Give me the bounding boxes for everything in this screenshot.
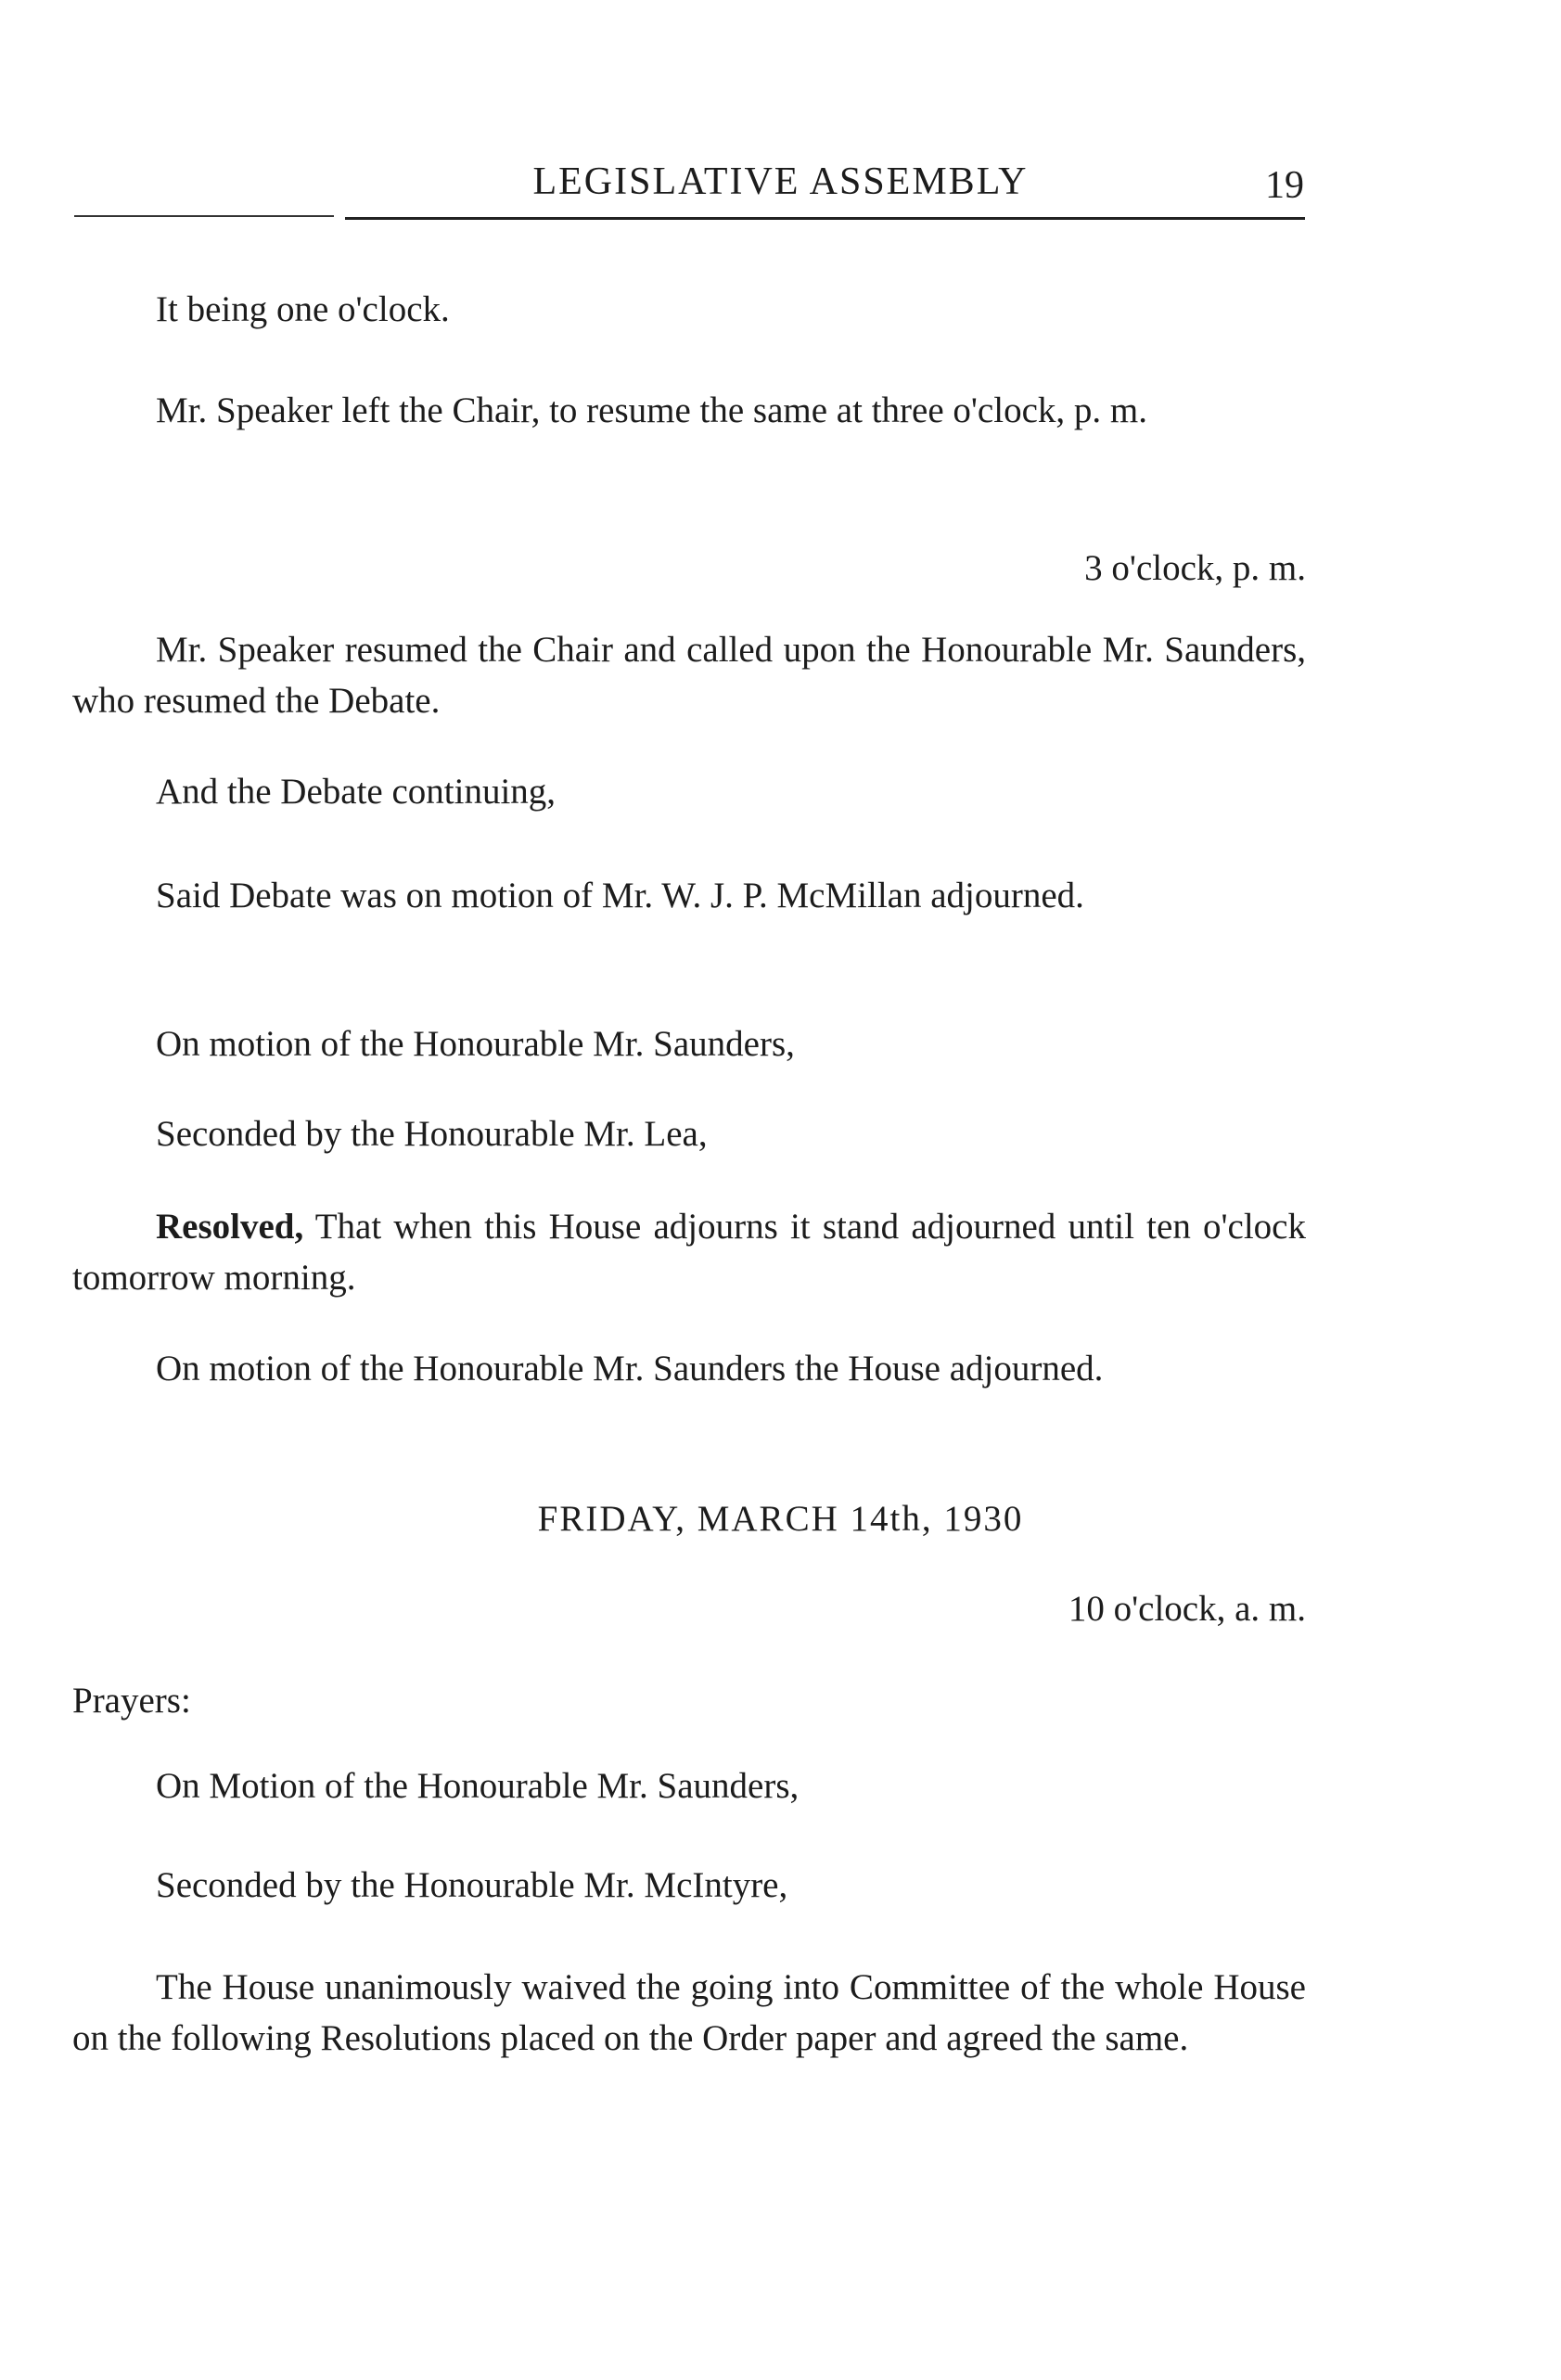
header-rule-right xyxy=(345,217,1305,220)
header-rule-left xyxy=(74,215,334,217)
time-ten-am: 10 o'clock, a. m. xyxy=(1068,1589,1306,1629)
paragraph-house-waived: The House unanimously waived the going into Committee of the whole House on the following Resolutions placed on the Order paper and agreed the same. xyxy=(72,1967,1306,2058)
paragraph-debate-continuing: And the Debate continuing, xyxy=(156,772,557,812)
paragraph-resolved xyxy=(72,1201,1306,1303)
paragraph-debate-adjourned: Said Debate was on motion of Mr. W. J. P. McMillan adjourned. xyxy=(156,876,1084,915)
paragraph-one-oclock: It being one o'clock. xyxy=(156,289,450,329)
running-header: LEGISLATIVE ASSEMBLY xyxy=(532,160,1029,203)
paragraph-seconded-mcintyre: Seconded by the Honourable Mr. McIntyre, xyxy=(156,1865,788,1905)
prayers-label: Prayers: xyxy=(72,1681,191,1721)
paragraph-seconded-lea: Seconded by the Honourable Mr. Lea, xyxy=(156,1114,708,1154)
page-number: 19 xyxy=(1265,164,1304,207)
paragraph-speaker-resumed: Mr. Speaker resumed the Chair and called upon the Honourable Mr. Saunders, who resumed the Debate. xyxy=(72,630,1306,721)
paragraph-motion-saunders-2: On Motion of the Honourable Mr. Saunders, xyxy=(156,1766,800,1806)
paragraph-speaker-left: Mr. Speaker left the Chair, to resume the same at three o'clock, p. m. xyxy=(156,390,1147,430)
resolved-text: That when this House adjourns it stand adjourned until ten o'clock tomorrow morning. xyxy=(72,1207,1306,1298)
date-heading: FRIDAY, MARCH 14th, 1930 xyxy=(537,1499,1024,1539)
time-three-pm: 3 o'clock, p. m. xyxy=(1084,548,1306,588)
resolved-label: Resolved, xyxy=(156,1207,304,1247)
paragraph-house-adjourned: On motion of the Honourable Mr. Saunders the House adjourned. xyxy=(156,1349,1104,1388)
paragraph-motion-saunders: On motion of the Honourable Mr. Saunders, xyxy=(156,1024,795,1064)
